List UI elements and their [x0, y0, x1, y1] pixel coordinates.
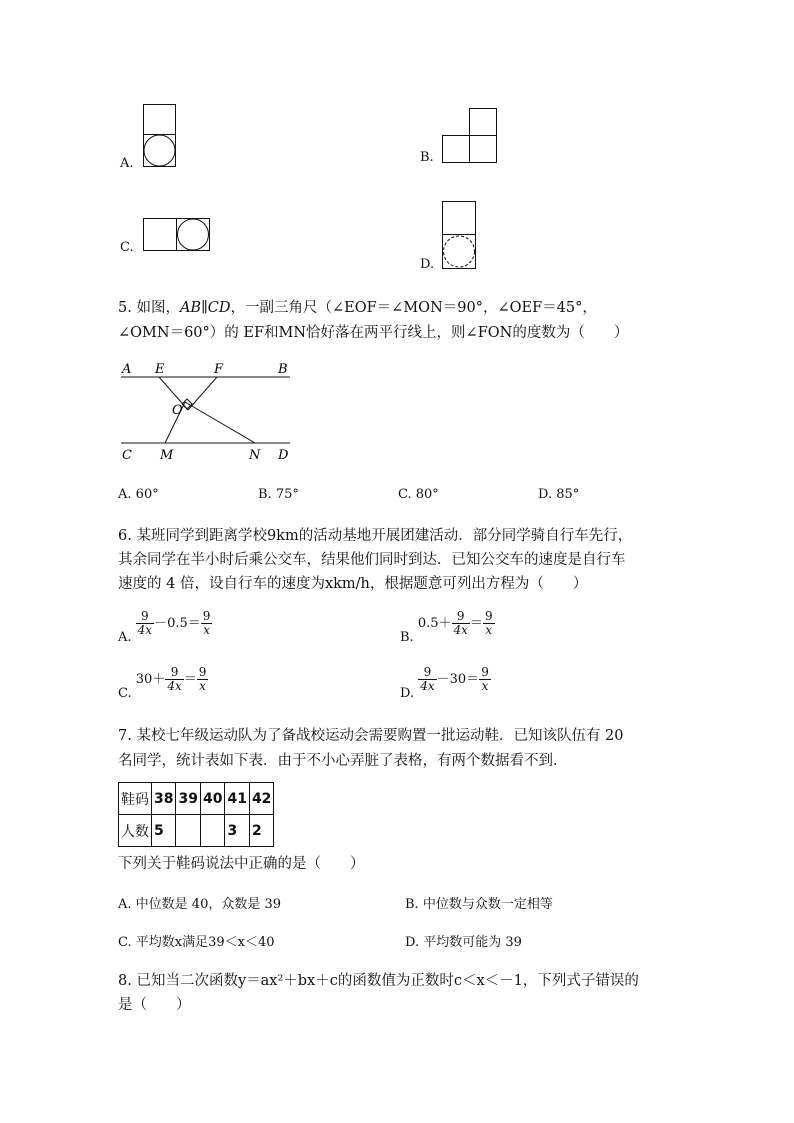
equation-mid: ＝: [183, 672, 197, 687]
label-b: B: [278, 362, 288, 377]
option-label: A.: [118, 897, 132, 912]
shoe-size-table: [118, 782, 274, 847]
table-row: [119, 815, 274, 847]
option-text: 85°: [556, 487, 580, 502]
label-f: F: [214, 362, 224, 377]
equation-mid: －30＝: [436, 672, 480, 687]
fraction-1: $\frac{9}{4x}$: [420, 665, 435, 693]
q6-option-c[interactable]: [118, 666, 208, 701]
option-text: 中位数是 40，众数是 39: [135, 897, 282, 912]
option-label: D.: [400, 686, 415, 701]
fraction-2: $\frac{9}{x}$: [484, 609, 493, 637]
fraction-1: $\frac{9}{4x}$: [453, 609, 468, 637]
fraction-2: $\frac{9}{x}$: [198, 665, 207, 693]
fraction-2: $\frac{9}{x}$: [481, 665, 489, 693]
q6-line3: 速度的 4 倍，设自行车的速度为xkm/h，根据题意可列出方程为（ ）: [118, 576, 588, 592]
table-cell: 鞋码: [119, 783, 152, 815]
q7-question: 下列关于鞋码说法中正确的是（ ）: [118, 856, 365, 872]
option-label: A.: [118, 487, 132, 502]
option-label: A.: [118, 630, 132, 645]
label-m: M: [160, 448, 174, 463]
q5-option-d[interactable]: [538, 487, 579, 502]
option-text: 平均数可能为 39: [423, 935, 522, 950]
q6-line1: 6. 某班同学到距离学校9km的活动基地开展团建活动．部分同学骑自行车先行，: [118, 528, 633, 544]
option-text: 75°: [275, 487, 299, 502]
table-cell: 42: [249, 783, 273, 815]
equation-mid: ＝: [469, 616, 483, 631]
q5-option-c[interactable]: [398, 487, 439, 502]
option-label: C.: [118, 686, 132, 701]
segment-of: [188, 377, 217, 410]
q5-stem-line2: ∠OMN＝60°）的 EF和MN恰好落在两平行线上，则∠FON的度数为（ ）: [118, 325, 629, 341]
q5-stem-prefix: 如图，: [136, 300, 180, 316]
q6-option-a[interactable]: [118, 610, 212, 645]
fraction-2: $\frac{9}{x}$: [202, 609, 211, 637]
table-cell: 40: [200, 783, 224, 815]
q5-option-b[interactable]: [258, 487, 299, 502]
q6-line2: 其余同学在半小时后乘公交车，结果他们同时到达．已知公交车的速度是自行车: [118, 552, 626, 568]
option-text: 80°: [415, 487, 439, 502]
table-cell: 41: [225, 783, 249, 815]
q4-option-c-figure: [143, 218, 211, 252]
option-label: B.: [405, 897, 419, 912]
q5-number: 5.: [118, 300, 132, 316]
q7-option-b[interactable]: [405, 893, 553, 912]
q5-option-a[interactable]: [118, 487, 159, 502]
q8-line1: 8. 已知当二次函数y＝ax²＋bx＋c的函数值为正数时c＜x＜－1，下列式子错误的: [118, 973, 639, 989]
label-n: N: [249, 448, 261, 463]
q6-option-d[interactable]: [400, 666, 491, 701]
option-label: B.: [400, 630, 414, 645]
q8-line2: 是（ ）: [118, 997, 191, 1013]
option-text: 中位数与众数一定相等: [422, 897, 553, 912]
q4-option-a-label[interactable]: A.: [120, 156, 134, 171]
option-label: D.: [538, 487, 553, 502]
table-cell: 38: [152, 783, 176, 815]
label-a: A: [122, 362, 132, 377]
q7-line2: 名同学，统计表如下表．由于不小心弄脏了表格，有两个数据看不到．: [118, 753, 568, 769]
label-o: O: [172, 403, 183, 418]
q4-option-a-figure: [143, 104, 177, 168]
table-cell: [200, 815, 224, 847]
fraction-1: $\frac{9}{4x}$: [167, 665, 182, 693]
table-row: [119, 783, 274, 815]
q7-option-a[interactable]: [118, 893, 281, 912]
q4-option-b-label[interactable]: B.: [420, 150, 434, 165]
option-text: 平均数x满足39＜x＜40: [135, 935, 275, 950]
table-cell: 2: [249, 815, 273, 847]
q4-option-d-figure: [442, 201, 478, 271]
table-cell: 人数: [119, 815, 152, 847]
q4-option-c-label[interactable]: C.: [120, 240, 134, 255]
option-label: C.: [398, 487, 412, 502]
q5-figure: [118, 360, 298, 465]
label-c: C: [122, 448, 132, 463]
equation-prefix: 30＋: [135, 672, 166, 687]
q4-option-d-label[interactable]: D.: [420, 257, 435, 272]
q5-parallel-text: AB∥CD: [179, 300, 231, 316]
fraction-1: $\frac{9}{4x}$: [137, 609, 153, 637]
option-text: 60°: [135, 487, 159, 502]
q7-option-d[interactable]: [405, 931, 522, 950]
option-label: C.: [118, 935, 132, 950]
option-label: D.: [405, 935, 420, 950]
label-e: E: [155, 362, 165, 377]
q5-stem-mid: ，一副三角尺（∠EOF＝∠MON＝90°，∠OEF＝45°，: [230, 300, 597, 316]
option-label: B.: [258, 487, 272, 502]
segment-on: [185, 402, 255, 443]
q7-option-c[interactable]: [118, 931, 275, 950]
q6-option-b[interactable]: [400, 610, 495, 645]
table-cell: 39: [176, 783, 200, 815]
table-cell: 5: [152, 815, 176, 847]
table-cell: [176, 815, 200, 847]
label-d: D: [278, 448, 289, 463]
q4-option-b-figure: [442, 108, 498, 164]
q7-line1: 7. 某校七年级运动队为了备战校运动会需要购置一批运动鞋．已知该队伍有 20: [118, 728, 624, 744]
table-cell: 3: [225, 815, 249, 847]
equation-prefix: 0.5＋: [417, 616, 452, 631]
equation-mid: －0.5＝: [154, 616, 201, 631]
